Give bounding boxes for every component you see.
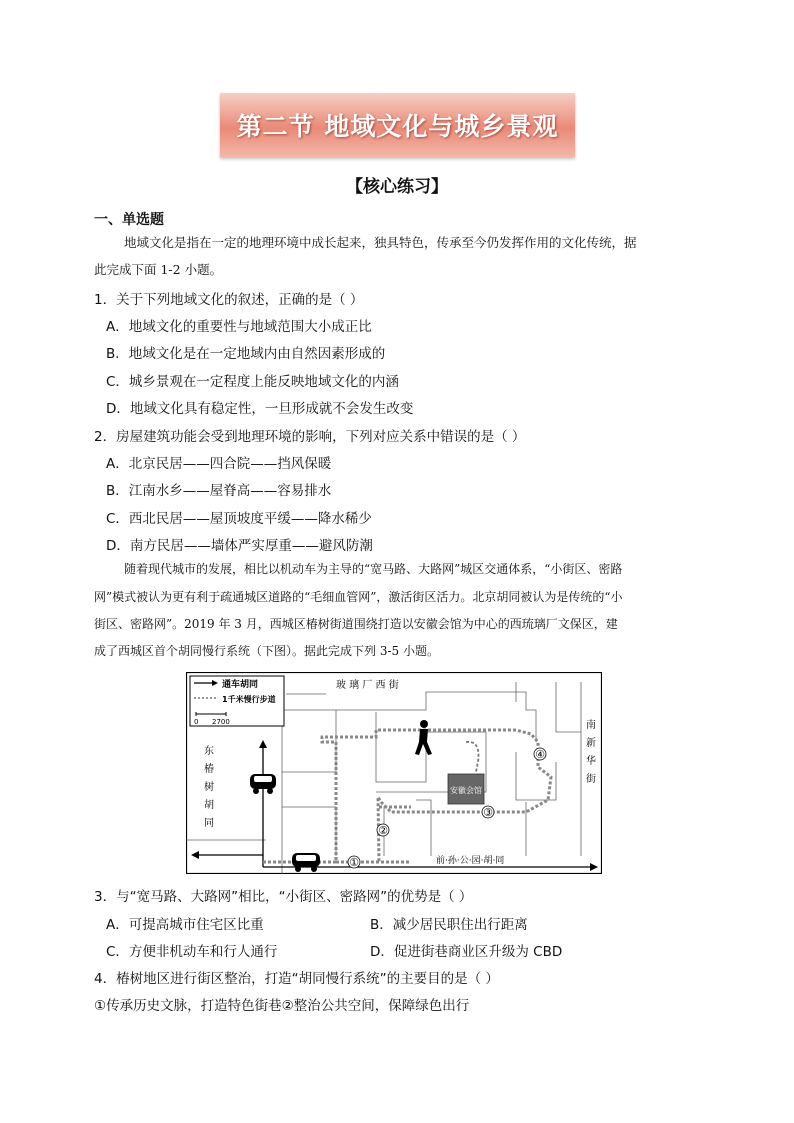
q1-option-c[interactable]: C．城乡景观在一定程度上能反映地域文化的内涵 [106,374,399,390]
street-east-0: 南 [586,720,596,731]
q3-option-a[interactable]: A．可提高城市住宅区比重 [106,917,264,933]
street-east-1: 新 [586,738,596,749]
q1-option-d[interactable]: D．地域文化具有稳定性，一旦形成就不会发生改变 [106,401,414,417]
q2-option-c[interactable]: C．西北民居——屋顶坡度平缓——降水稀少 [106,511,372,527]
intro2-line2: 网”模式被认为更有利于疏通城区道路的“毛细血管网”，激活街区活力。北京胡同被认为是传统的“小 [94,590,623,604]
intro2-line4: 成了西城区首个胡同慢行系统（下图）。据此完成下列 3-5 小题。 [94,644,439,658]
scale-value: 2700 [212,718,230,726]
core-practice-heading: 【核心练习】 [346,177,448,197]
page-title: 第二节 地域文化与城乡景观 [236,112,559,141]
q2-option-d[interactable]: D．南方民居——墙体严实厚重——避风防潮 [106,538,373,554]
q3-stem: 3．与“宽马路、大路网”相比，“小街区、密路网”的优势是（ ） [94,889,473,905]
hutong-map [186,672,602,874]
street-south: 前·孙·公·园·胡·同 [436,856,505,866]
q2-option-b[interactable]: B．江南水乡——屋脊高——容易排水 [106,483,332,499]
marker-1: ① [349,856,359,869]
intro1-line1: 地域文化是指在一定的地理环境中成长起来，独具特色，传承至今仍发挥作用的文化传统，据 [124,235,637,250]
street-west-4: 同 [204,818,214,829]
legend-walk-label: 1千米慢行步道 [222,695,276,704]
title-banner [220,93,575,157]
street-west-0: 东 [204,746,214,757]
q1-stem: 1．关于下列地域文化的叙述，正确的是（ ） [94,292,364,308]
q4-stem: 4．椿树地区进行街区整治，打造“胡同慢行系统”的主要目的是（ ） [94,971,499,987]
q2-option-a[interactable]: A．北京民居——四合院——挡风保暖 [106,456,332,472]
marker-2: ② [378,824,388,837]
q1-option-b[interactable]: B．地域文化是在一定地域内由自然因素形成的 [106,346,386,362]
legend-car-label: 通车胡同 [222,680,259,690]
building-label: 安徽会馆 [450,786,482,795]
q1-option-a[interactable]: A．地域文化的重要性与地域范围大小成正比 [106,319,372,335]
street-west-1: 椿 [204,764,214,775]
street-west-3: 胡 [204,800,214,811]
section-heading: 一、单选题 [94,212,164,228]
street-east-3: 街 [586,774,596,785]
q2-stem: 2．房屋建筑功能会受到地理环境的影响，下列对应关系中错误的是（ ） [94,429,526,445]
street-east-2: 华 [586,756,596,767]
q3-option-c[interactable]: C．方便非机动车和行人通行 [106,944,278,960]
street-north: 玻 璃 厂 西 街 [336,680,399,691]
q3-option-b[interactable]: B．减少居民职住出行距离 [370,917,528,933]
intro1-line2: 此完成下面 1-2 小题。 [94,262,223,277]
q3-option-d[interactable]: D．促进街巷商业区升级为 CBD [370,944,563,960]
intro2-line1: 随着现代城市的发展，相比以机动车为主导的“宽马路、大路网”城区交通体系，“小街区、密路 [124,562,623,576]
intro2-line3: 街区、密路网”。2019 年 3 月，西城区椿树街道围绕打造以安徽会馆为中心的西琉璃厂文保区，建 [94,617,618,631]
street-west-2: 树 [204,782,214,793]
marker-4: ④ [535,748,545,761]
marker-3: ③ [483,806,493,819]
q4-line1: ①传承历史文脉，打造特色街巷②整治公共空间，保障绿色出行 [94,998,470,1014]
scale-zero: 0 [194,718,199,726]
